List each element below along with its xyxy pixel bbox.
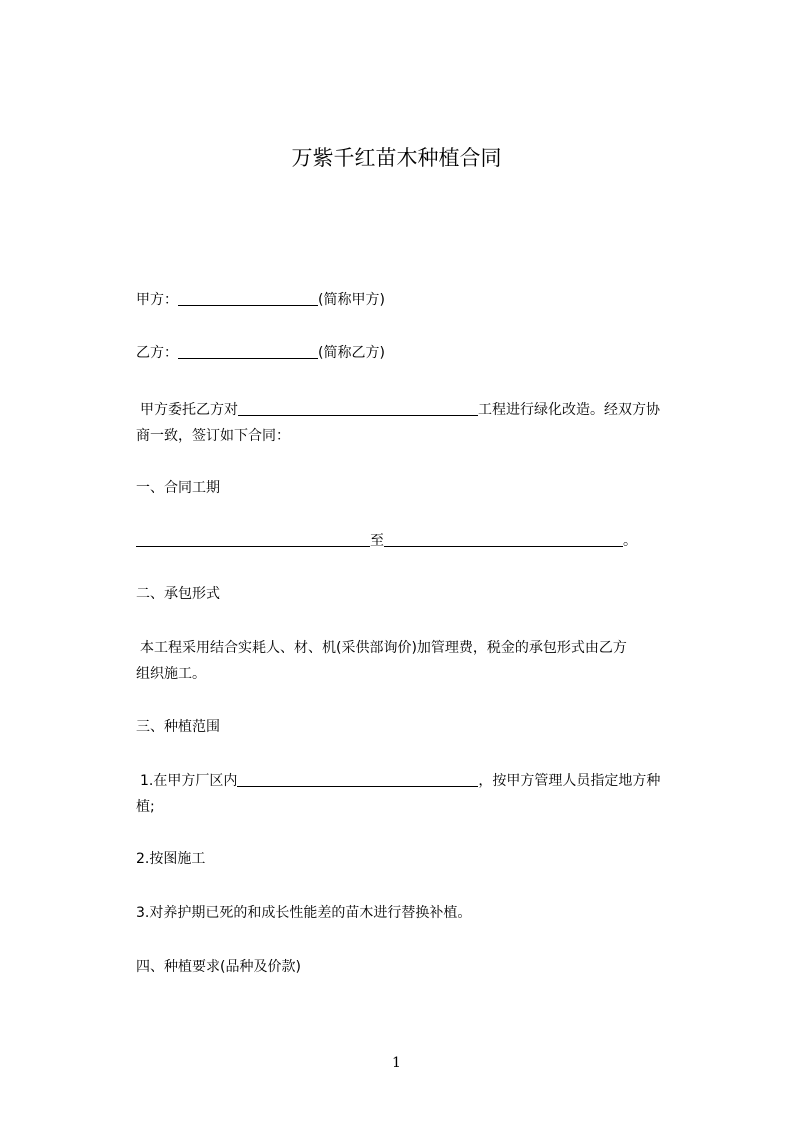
party-b-suffix: (简称乙方) [318, 345, 385, 361]
party-b-line [136, 344, 385, 362]
party-b-blank [178, 344, 318, 359]
item1-text: ，按甲方管理人员指定地方种 [478, 773, 661, 789]
section3-item1 [140, 772, 660, 790]
section3-item3: 3.对养护期已死的和成长性能差的苗木进行替换补植。 [136, 905, 472, 921]
start-date-blank [136, 532, 370, 547]
intro-line-1 [140, 401, 660, 419]
section2-line-2: 组织施工。 [136, 666, 206, 682]
intro-line-2: 商一致，签订如下合同： [136, 428, 290, 444]
intro-text: 工程进行绿化改造。经双方协 [478, 402, 660, 418]
party-a-label: 甲方： [136, 292, 178, 308]
document-title: 万紫千红苗木种植合同 [291, 146, 502, 170]
section2-heading: 二、承包形式 [136, 586, 220, 602]
party-b-label: 乙方： [136, 345, 178, 361]
section3-heading: 三、种植范围 [136, 719, 220, 735]
item1-text: 1.在甲方厂区内 [140, 773, 238, 789]
project-blank-1 [238, 401, 328, 416]
section3-item1-cont: 植; [136, 799, 155, 815]
period-end: 。 [623, 533, 637, 549]
end-date-blank [384, 532, 623, 547]
section3-item2: 2.按图施工 [136, 851, 206, 867]
area-blank [237, 772, 478, 787]
intro-text: 甲方委托乙方对 [140, 402, 238, 418]
section4-heading: 四、种植要求(品种及价款) [136, 959, 301, 975]
section1-heading: 一、合同工期 [136, 480, 220, 496]
party-a-suffix: (简称甲方) [318, 292, 385, 308]
page-number: 1 [392, 1055, 401, 1071]
to-text: 至 [370, 533, 384, 549]
project-blank-2 [328, 401, 478, 416]
section2-line-1: 本工程采用结合实耗人、材、机(采供部询价)加管理费，税金的承包形式由乙方 [140, 640, 627, 656]
party-a-line [136, 291, 385, 309]
party-a-blank [178, 291, 318, 306]
period-line [136, 532, 637, 550]
